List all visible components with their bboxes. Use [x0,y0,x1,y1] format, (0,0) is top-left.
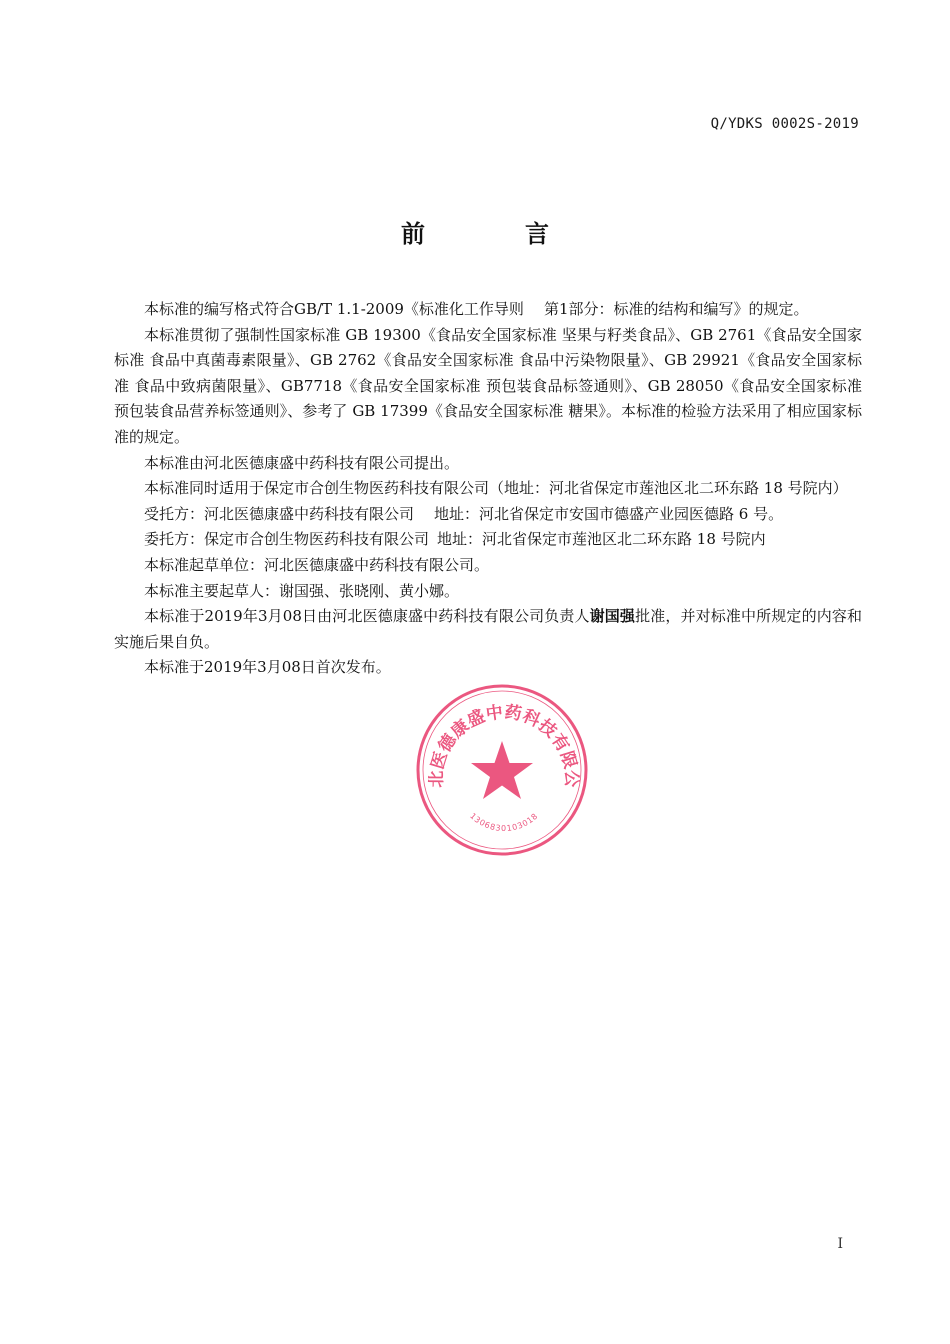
paragraph-format [114,297,862,323]
seal-star-icon [471,741,533,799]
approval-text-start: 本标准于2019年3月08日由河北医德康盛中药科技有限公司负责人 [144,607,590,626]
company-seal [413,683,591,857]
paragraph-release: 本标准于2019年3月08日首次发布。 [144,658,391,677]
entrusting-party-address: 地址：河北省保定市莲池区北二环东路 18 号院内 [437,530,766,549]
paragraph-standards: 本标准贯彻了强制性国家标准 GB 19300《食品安全国家标准 坚果与籽类食品》、GB 2761《食品安全国家标准 食品中真菌毒素限量》、GB 2762《食品安全国家标准 食品中污染物限量》、GB 29921《食品安全国家标准 食品中致病菌限量》、GB7718《食品安全国家标准 预包装食品标签通则》、GB 28050《食品安全国家标准 预包装食品营养标签通则》、参考了 GB 17399《食品安全国家标准 糖果》。本标准的检验方法采用了相应国家标准的规定。 [114,325,862,446]
entrusting-party-name: 委托方：保定市合创生物医药科技有限公司 [144,530,430,549]
paragraph-approval [114,604,862,655]
page-title: 前言 [401,220,649,248]
company-seal-graphic [413,683,591,857]
entrusted-party-name: 受托方：河北医德康盛中药科技有限公司 [144,504,415,523]
document-body [114,297,862,681]
document-code: Q/YDKS 0002S-2019 [710,116,859,132]
paragraph-drafting-unit: 本标准起草单位：河北医德康盛中药科技有限公司。 [144,555,490,574]
paragraph-applicability: 本标准同时适用于保定市合创生物医药科技有限公司（地址：河北省保定市莲池区北二环东路 18 号院内） [144,479,848,498]
paragraph-entrusted-party [114,502,862,528]
approval-text-end: 批准，并对标准中所规定的内容和实施后果自负。 [114,607,862,651]
paragraph-drafters: 本标准主要起草人：谢国强、张晓刚、黄小娜。 [144,581,460,600]
seal-ring-text: 北医德康盛中药科技有限公 [426,702,582,788]
paragraph-entrusting-party [114,527,862,553]
entrusted-party-address: 地址：河北省保定市安国市德盛产业园医德路 6 号。 [434,504,784,523]
paragraph-proposer: 本标准由河北医德康盛中药科技有限公司提出。 [144,453,460,472]
approver-name: 谢国强 [589,607,636,626]
seal-code-text: 1306830103018 [468,811,540,834]
paragraph-format-part2: 第1部分：标准的结构和编写》的规定。 [543,300,809,318]
paragraph-format-part1: 本标准的编写格式符合GB/T 1.1-2009《标准化工作导则 [144,300,524,318]
page-number: I [837,1236,843,1252]
